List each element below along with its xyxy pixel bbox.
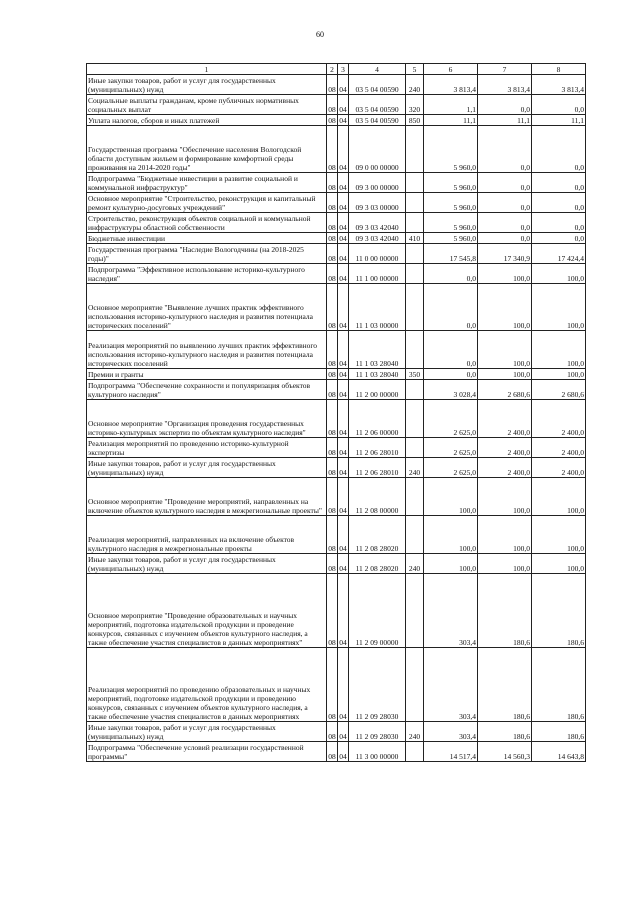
header-cell: 1 xyxy=(87,64,327,75)
expense-type-cell xyxy=(406,478,424,516)
header-cell: 8 xyxy=(532,64,586,75)
target-article-cell: 11 1 03 28040 xyxy=(349,331,406,369)
amount-year-3-cell: 2 400,0 xyxy=(532,458,586,478)
subsection-code-cell: 04 xyxy=(339,370,347,379)
row-name-cell: Строительство, реконструкция объектов социальной и коммунальной инфраструктуры областной собственности xyxy=(87,213,327,233)
amount-year-2-cell: 100,0 xyxy=(478,554,532,574)
budget-table xyxy=(86,63,586,762)
row-name-cell: Иные закупки товаров, работ и услуг для государственных (муниципальных) нужд xyxy=(87,75,327,95)
amount-year-3-cell: 2 400,0 xyxy=(532,400,586,438)
subsection-code-cell: 04 xyxy=(338,554,349,574)
subsection-code-cell: 04 xyxy=(338,742,349,762)
amount-year-1-cell: 2 625,0 xyxy=(424,438,478,458)
amount-year-1-cell: 100,0 xyxy=(424,478,478,516)
amount-year-3-cell: 180,6 xyxy=(532,722,586,742)
row-name-cell: Реализация мероприятий по проведению образовательных и научных мероприятий, подготовке издательской продукции и проведению конкурсов, связанных с изучением объектов культурного наследия, а также обеспечение участия специалистов в данных мероприятиях xyxy=(87,648,327,722)
table-row xyxy=(87,380,586,400)
subsection-code-cell: 04 xyxy=(339,116,347,125)
expense-type-cell xyxy=(406,742,424,762)
amount-year-1-cell: 5 960,0 xyxy=(424,193,478,213)
section-code-cell: 08 xyxy=(327,264,338,284)
expense-type-cell xyxy=(406,284,424,331)
amount-year-1-cell: 5 960,0 xyxy=(424,173,478,193)
section-code-cell: 08 xyxy=(328,370,336,379)
target-article-cell: 11 0 00 00000 xyxy=(349,244,406,264)
amount-year-2-cell: 100,0 xyxy=(478,369,532,380)
target-article-cell: 11 1 00 00000 xyxy=(349,264,406,284)
amount-year-3-cell: 0,0 xyxy=(532,173,586,193)
subsection-code-cell: 04 xyxy=(338,458,349,478)
table-row xyxy=(87,516,586,554)
section-code-cell: 08 xyxy=(327,213,338,233)
amount-year-2-cell: 2 400,0 xyxy=(478,400,532,438)
header-cell: 7 xyxy=(478,64,532,75)
target-article-cell: 11 2 09 28030 xyxy=(349,648,406,722)
expense-type-cell: 240 xyxy=(406,75,424,95)
table-row xyxy=(87,233,586,244)
amount-year-1-cell: 11,1 xyxy=(424,115,478,126)
table-row xyxy=(87,213,586,233)
subsection-code-cell: 04 xyxy=(338,126,349,173)
table-row xyxy=(87,574,586,648)
amount-year-2-cell: 180,6 xyxy=(478,574,532,648)
expense-type-cell xyxy=(406,264,424,284)
amount-year-2-cell: 0,0 xyxy=(478,173,532,193)
row-name-cell: Основное мероприятие "Организация проведения государственных историко-культурных экспертиз по объектам культурного наследия" xyxy=(87,400,327,438)
target-article-cell: 09 3 03 42040 xyxy=(349,233,406,244)
table-row xyxy=(87,400,586,438)
expense-type-cell xyxy=(406,244,424,264)
expense-type-cell: 320 xyxy=(406,95,424,115)
row-name-cell: Реализация мероприятий по выявлению лучших практик эффективного использования историко-культурного наследия и развития потенциала исторических поселений xyxy=(87,331,327,369)
row-name-cell: Уплата налогов, сборов и иных платежей xyxy=(87,115,327,126)
table-row xyxy=(87,458,586,478)
expense-type-cell: 240 xyxy=(406,722,424,742)
amount-year-3-cell: 3 813,4 xyxy=(532,75,586,95)
amount-year-3-cell: 0,0 xyxy=(532,213,586,233)
row-name-cell: Подпрограмма "Обеспечение условий реализации государственной программы" xyxy=(87,742,327,762)
page-number: 60 xyxy=(316,30,324,39)
subsection-code-cell: 04 xyxy=(338,648,349,722)
section-code-cell: 08 xyxy=(327,244,338,264)
amount-year-3-cell: 0,0 xyxy=(532,126,586,173)
section-code-cell: 08 xyxy=(328,116,336,125)
subsection-code-cell: 04 xyxy=(338,244,349,264)
amount-year-2-cell: 0,0 xyxy=(478,193,532,213)
section-code-cell: 08 xyxy=(327,438,338,458)
target-article-cell: 11 2 09 00000 xyxy=(349,574,406,648)
amount-year-1-cell: 0,0 xyxy=(424,264,478,284)
subsection-code-cell: 04 xyxy=(339,234,347,243)
table-row xyxy=(87,648,586,722)
expense-type-cell xyxy=(406,400,424,438)
subsection-code-cell: 04 xyxy=(338,380,349,400)
section-code-cell: 08 xyxy=(327,742,338,762)
row-name-cell: Основное мероприятие "Выявление лучших практик эффективного использования историко-культурного наследия и развития потенциала исторических поселений" xyxy=(87,284,327,331)
subsection-code-cell: 04 xyxy=(338,173,349,193)
subsection-code-cell: 04 xyxy=(338,400,349,438)
section-code-cell: 08 xyxy=(327,95,338,115)
section-code-cell: 08 xyxy=(327,380,338,400)
amount-year-2-cell: 2 400,0 xyxy=(478,438,532,458)
table-row xyxy=(87,331,586,369)
expense-type-cell xyxy=(406,193,424,213)
row-name-cell: Бюджетные инвестиции xyxy=(87,233,327,244)
amount-year-1-cell: 0,0 xyxy=(424,331,478,369)
row-name-cell: Подпрограмма "Бюджетные инвестиции в развитие социальной и коммунальной инфраструктур" xyxy=(87,173,327,193)
row-name-cell: Иные закупки товаров, работ и услуг для государственных (муниципальных) нужд xyxy=(87,722,327,742)
amount-year-2-cell: 0,0 xyxy=(478,213,532,233)
expense-type-cell xyxy=(406,173,424,193)
subsection-code-cell: 04 xyxy=(338,516,349,554)
amount-year-1-cell: 0,0 xyxy=(424,284,478,331)
target-article-cell: 11 2 00 00000 xyxy=(349,380,406,400)
expense-type-cell xyxy=(406,438,424,458)
amount-year-1-cell: 14 517,4 xyxy=(424,742,478,762)
amount-year-2-cell: 17 340,9 xyxy=(478,244,532,264)
row-name-cell: Основное мероприятие "Проведение мероприятий, направленных на включение объектов культурного наследия в межрегиональные проекты" xyxy=(87,478,327,516)
subsection-code-cell: 04 xyxy=(338,284,349,331)
amount-year-1-cell: 100,0 xyxy=(424,554,478,574)
target-article-cell: 11 2 06 28010 xyxy=(349,438,406,458)
amount-year-1-cell: 5 960,0 xyxy=(424,126,478,173)
amount-year-3-cell: 100,0 xyxy=(532,331,586,369)
target-article-cell: 11 2 06 28010 xyxy=(349,458,406,478)
subsection-code-cell: 04 xyxy=(338,264,349,284)
amount-year-3-cell: 100,0 xyxy=(532,284,586,331)
amount-year-3-cell: 100,0 xyxy=(532,264,586,284)
amount-year-3-cell: 0,0 xyxy=(532,193,586,213)
target-article-cell: 03 5 04 00590 xyxy=(349,95,406,115)
amount-year-3-cell: 14 643,8 xyxy=(532,742,586,762)
amount-year-1-cell: 3 028,4 xyxy=(424,380,478,400)
amount-year-1-cell: 0,0 xyxy=(424,369,478,380)
table-row xyxy=(87,742,586,762)
table-row xyxy=(87,554,586,574)
subsection-code-cell: 04 xyxy=(338,331,349,369)
table-row xyxy=(87,722,586,742)
subsection-code-cell: 04 xyxy=(338,75,349,95)
expense-type-cell: 850 xyxy=(406,115,424,126)
header-cell: 2 xyxy=(327,64,338,75)
table-row xyxy=(87,126,586,173)
table-row xyxy=(87,95,586,115)
subsection-code-cell: 04 xyxy=(338,95,349,115)
target-article-cell: 09 3 03 42040 xyxy=(349,213,406,233)
expense-type-cell xyxy=(406,574,424,648)
subsection-code-cell: 04 xyxy=(338,478,349,516)
target-article-cell: 11 2 08 00000 xyxy=(349,478,406,516)
amount-year-2-cell: 180,6 xyxy=(478,648,532,722)
section-code-cell: 08 xyxy=(327,554,338,574)
target-article-cell: 03 5 04 00590 xyxy=(349,115,406,126)
expense-type-cell xyxy=(406,126,424,173)
section-code-cell: 08 xyxy=(327,331,338,369)
section-code-cell: 08 xyxy=(327,193,338,213)
amount-year-3-cell: 11,1 xyxy=(532,115,586,126)
table-row xyxy=(87,115,586,126)
section-code-cell: 08 xyxy=(327,400,338,438)
target-article-cell: 11 2 06 00000 xyxy=(349,400,406,438)
subsection-code-cell: 04 xyxy=(338,574,349,648)
amount-year-2-cell: 100,0 xyxy=(478,516,532,554)
table-row xyxy=(87,193,586,213)
amount-year-1-cell: 5 960,0 xyxy=(424,233,478,244)
amount-year-2-cell: 0,0 xyxy=(478,233,532,244)
table-row xyxy=(87,264,586,284)
amount-year-2-cell: 100,0 xyxy=(478,331,532,369)
subsection-code-cell: 04 xyxy=(338,722,349,742)
amount-year-1-cell: 3 813,4 xyxy=(424,75,478,95)
amount-year-1-cell: 100,0 xyxy=(424,516,478,554)
amount-year-2-cell: 0,0 xyxy=(478,95,532,115)
section-code-cell: 08 xyxy=(327,75,338,95)
row-name-cell: Социальные выплаты гражданам, кроме публичных нормативных социальных выплат xyxy=(87,95,327,115)
section-code-cell: 08 xyxy=(327,478,338,516)
expense-type-cell xyxy=(406,213,424,233)
amount-year-1-cell: 303,4 xyxy=(424,648,478,722)
target-article-cell: 09 3 03 00000 xyxy=(349,193,406,213)
amount-year-3-cell: 180,6 xyxy=(532,574,586,648)
expense-type-cell: 350 xyxy=(406,369,424,380)
amount-year-3-cell: 2 680,6 xyxy=(532,380,586,400)
amount-year-2-cell: 14 560,3 xyxy=(478,742,532,762)
section-code-cell: 08 xyxy=(327,574,338,648)
target-article-cell: 09 3 00 00000 xyxy=(349,173,406,193)
section-code-cell: 08 xyxy=(327,284,338,331)
table-row xyxy=(87,173,586,193)
amount-year-2-cell: 100,0 xyxy=(478,264,532,284)
expense-type-cell: 240 xyxy=(406,554,424,574)
row-name-cell: Реализация мероприятий, направленных на включение объектов культурного наследия в межрегиональные проекты xyxy=(87,516,327,554)
section-code-cell: 08 xyxy=(328,234,336,243)
row-name-cell: Премии и гранты xyxy=(87,369,327,380)
section-code-cell: 08 xyxy=(327,126,338,173)
subsection-code-cell: 04 xyxy=(338,438,349,458)
amount-year-2-cell: 100,0 xyxy=(478,478,532,516)
section-code-cell: 08 xyxy=(327,722,338,742)
row-name-cell: Иные закупки товаров, работ и услуг для государственных (муниципальных) нужд xyxy=(87,554,327,574)
amount-year-2-cell: 0,0 xyxy=(478,126,532,173)
amount-year-1-cell: 2 625,0 xyxy=(424,400,478,438)
section-code-cell: 08 xyxy=(327,173,338,193)
amount-year-3-cell: 0,0 xyxy=(532,233,586,244)
section-code-cell: 08 xyxy=(327,648,338,722)
amount-year-3-cell: 2 400,0 xyxy=(532,438,586,458)
table-row xyxy=(87,438,586,458)
table-body xyxy=(87,75,586,762)
amount-year-2-cell: 11,1 xyxy=(478,115,532,126)
expense-type-cell xyxy=(406,648,424,722)
amount-year-3-cell: 100,0 xyxy=(532,478,586,516)
amount-year-3-cell: 100,0 xyxy=(532,516,586,554)
table-row xyxy=(87,244,586,264)
table-row xyxy=(87,284,586,331)
subsection-code-cell: 04 xyxy=(338,213,349,233)
header-cell: 5 xyxy=(406,64,424,75)
amount-year-1-cell: 303,4 xyxy=(424,574,478,648)
header-cell: 4 xyxy=(349,64,406,75)
table-header-row xyxy=(87,64,586,75)
row-name-cell: Государственная программа "Обеспечение населения Вологодской области доступным жильем и формирование комфортной среды проживания на 2014-2020 годы" xyxy=(87,126,327,173)
target-article-cell: 11 1 03 28040 xyxy=(349,369,406,380)
amount-year-3-cell: 180,6 xyxy=(532,648,586,722)
row-name-cell: Реализация мероприятий по проведению историко-культурной экспертизы xyxy=(87,438,327,458)
row-name-cell: Подпрограмма "Обеспечение сохранности и популяризация объектов культурного наследия" xyxy=(87,380,327,400)
amount-year-1-cell: 303,4 xyxy=(424,722,478,742)
header-cell: 3 xyxy=(338,64,349,75)
target-article-cell: 11 2 08 28020 xyxy=(349,554,406,574)
target-article-cell: 03 5 04 00590 xyxy=(349,75,406,95)
section-code-cell: 08 xyxy=(327,458,338,478)
target-article-cell: 11 1 03 00000 xyxy=(349,284,406,331)
section-code-cell: 08 xyxy=(327,516,338,554)
amount-year-1-cell: 1,1 xyxy=(424,95,478,115)
amount-year-2-cell: 180,6 xyxy=(478,722,532,742)
amount-year-3-cell: 100,0 xyxy=(532,369,586,380)
amount-year-1-cell: 17 545,8 xyxy=(424,244,478,264)
expense-type-cell: 410 xyxy=(406,233,424,244)
row-name-cell: Основное мероприятие "Проведение образовательных и научных мероприятий, подготовка издательской продукции и проведение конкурсов, связанных с изучением объектов культурного наследия, а также обеспечение участия специалистов в данных мероприятиях" xyxy=(87,574,327,648)
header-cell: 6 xyxy=(424,64,478,75)
target-article-cell: 11 2 08 28020 xyxy=(349,516,406,554)
amount-year-2-cell: 2 680,6 xyxy=(478,380,532,400)
amount-year-3-cell: 0,0 xyxy=(532,95,586,115)
target-article-cell: 09 0 00 00000 xyxy=(349,126,406,173)
amount-year-1-cell: 2 625,0 xyxy=(424,458,478,478)
table-row xyxy=(87,478,586,516)
row-name-cell: Основное мероприятие "Строительство, реконструкция и капитальный ремонт культурно-досуговых учреждений" xyxy=(87,193,327,213)
amount-year-2-cell: 2 400,0 xyxy=(478,458,532,478)
amount-year-2-cell: 100,0 xyxy=(478,284,532,331)
target-article-cell: 11 3 00 00000 xyxy=(349,742,406,762)
row-name-cell: Государственная программа "Наследие Вологодчины (на 2018-2025 годы)" xyxy=(87,244,327,264)
expense-type-cell xyxy=(406,331,424,369)
expense-type-cell xyxy=(406,516,424,554)
expense-type-cell xyxy=(406,380,424,400)
table-row xyxy=(87,369,586,380)
expense-type-cell: 240 xyxy=(406,458,424,478)
amount-year-1-cell: 5 960,0 xyxy=(424,213,478,233)
row-name-cell: Подпрограмма "Эффективное использование историко-культурного наследия" xyxy=(87,264,327,284)
amount-year-3-cell: 100,0 xyxy=(532,554,586,574)
subsection-code-cell: 04 xyxy=(338,193,349,213)
target-article-cell: 11 2 09 28030 xyxy=(349,722,406,742)
row-name-cell: Иные закупки товаров, работ и услуг для государственных (муниципальных) нужд xyxy=(87,458,327,478)
amount-year-3-cell: 17 424,4 xyxy=(532,244,586,264)
table-row xyxy=(87,75,586,95)
amount-year-2-cell: 3 813,4 xyxy=(478,75,532,95)
